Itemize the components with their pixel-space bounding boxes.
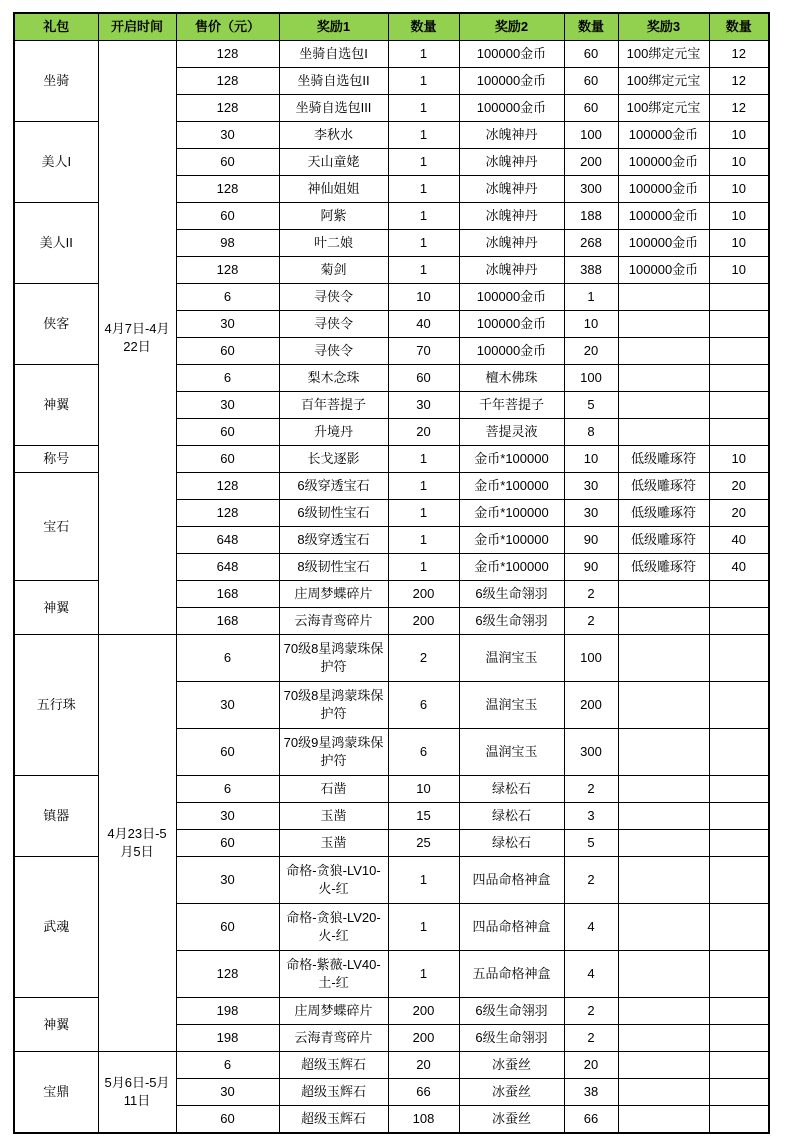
price-cell: 128	[176, 951, 279, 998]
reward1-cell: 命格-贪狼-LV10-火-红	[279, 857, 388, 904]
price-cell: 6	[176, 284, 279, 311]
qty3-cell	[709, 284, 769, 311]
pack-name-cell: 美人I	[14, 122, 98, 203]
column-header-0: 礼包	[14, 13, 98, 41]
pack-name-cell: 镇器	[14, 776, 98, 857]
reward3-cell: 100000金币	[618, 176, 709, 203]
price-cell: 30	[176, 311, 279, 338]
column-header-6: 数量	[564, 13, 618, 41]
reward2-cell: 金币*100000	[459, 473, 564, 500]
reward2-cell: 檀木佛珠	[459, 365, 564, 392]
reward1-cell: 云海青鸾碎片	[279, 608, 388, 635]
qty1-cell: 30	[388, 392, 459, 419]
price-cell: 30	[176, 122, 279, 149]
qty2-cell: 90	[564, 554, 618, 581]
reward3-cell	[618, 857, 709, 904]
qty2-cell: 10	[564, 446, 618, 473]
qty3-cell	[709, 776, 769, 803]
price-cell: 30	[176, 803, 279, 830]
price-cell: 60	[176, 904, 279, 951]
price-cell: 6	[176, 1052, 279, 1079]
qty3-cell: 10	[709, 176, 769, 203]
qty2-cell: 100	[564, 122, 618, 149]
reward3-cell	[618, 904, 709, 951]
reward2-cell: 绿松石	[459, 776, 564, 803]
price-cell: 60	[176, 203, 279, 230]
reward3-cell	[618, 803, 709, 830]
reward3-cell	[618, 1079, 709, 1106]
qty1-cell: 1	[388, 446, 459, 473]
qty3-cell	[709, 608, 769, 635]
qty1-cell: 40	[388, 311, 459, 338]
qty2-cell: 10	[564, 311, 618, 338]
price-cell: 128	[176, 41, 279, 68]
reward1-cell: 神仙姐姐	[279, 176, 388, 203]
pack-name-cell: 神翼	[14, 581, 98, 635]
qty2-cell: 60	[564, 41, 618, 68]
qty1-cell: 1	[388, 203, 459, 230]
reward3-cell	[618, 830, 709, 857]
reward2-cell: 千年菩提子	[459, 392, 564, 419]
reward2-cell: 金币*100000	[459, 527, 564, 554]
reward1-cell: 超级玉辉石	[279, 1052, 388, 1079]
qty1-cell: 108	[388, 1106, 459, 1133]
reward2-cell: 6级生命翎羽	[459, 581, 564, 608]
reward1-cell: 阿紫	[279, 203, 388, 230]
qty1-cell: 1	[388, 554, 459, 581]
qty2-cell: 300	[564, 729, 618, 776]
qty3-cell	[709, 729, 769, 776]
price-cell: 128	[176, 68, 279, 95]
reward1-cell: 长戈逐影	[279, 446, 388, 473]
reward2-cell: 金币*100000	[459, 554, 564, 581]
price-cell: 128	[176, 257, 279, 284]
reward3-cell	[618, 338, 709, 365]
qty3-cell: 12	[709, 41, 769, 68]
reward1-cell: 玉凿	[279, 830, 388, 857]
reward1-cell: 超级玉辉石	[279, 1079, 388, 1106]
reward1-cell: 寻侠令	[279, 284, 388, 311]
reward3-cell	[618, 284, 709, 311]
reward1-cell: 坐骑自选包I	[279, 41, 388, 68]
price-cell: 168	[176, 581, 279, 608]
qty3-cell: 10	[709, 122, 769, 149]
open-time-cell: 4月23日-5月5日	[98, 635, 176, 1052]
qty3-cell: 20	[709, 473, 769, 500]
qty2-cell: 4	[564, 951, 618, 998]
qty3-cell	[709, 338, 769, 365]
qty1-cell: 200	[388, 581, 459, 608]
qty2-cell: 30	[564, 473, 618, 500]
reward3-cell: 100绑定元宝	[618, 41, 709, 68]
qty1-cell: 1	[388, 149, 459, 176]
reward2-cell: 冰魄神丹	[459, 257, 564, 284]
reward1-cell: 梨木念珠	[279, 365, 388, 392]
qty2-cell: 5	[564, 830, 618, 857]
qty3-cell: 40	[709, 554, 769, 581]
reward1-cell: 寻侠令	[279, 311, 388, 338]
open-time-cell: 5月6日-5月11日	[98, 1052, 176, 1133]
reward3-cell	[618, 1025, 709, 1052]
reward1-cell: 百年菩提子	[279, 392, 388, 419]
price-cell: 60	[176, 446, 279, 473]
reward2-cell: 冰魄神丹	[459, 230, 564, 257]
reward2-cell: 绿松石	[459, 830, 564, 857]
qty3-cell: 10	[709, 149, 769, 176]
reward3-cell: 100000金币	[618, 203, 709, 230]
qty3-cell: 10	[709, 257, 769, 284]
reward2-cell: 100000金币	[459, 41, 564, 68]
reward2-cell: 绿松石	[459, 803, 564, 830]
reward2-cell: 冰蚕丝	[459, 1079, 564, 1106]
reward3-cell: 100000金币	[618, 257, 709, 284]
reward1-cell: 天山童姥	[279, 149, 388, 176]
reward2-cell: 金币*100000	[459, 500, 564, 527]
qty3-cell: 12	[709, 68, 769, 95]
qty2-cell: 3	[564, 803, 618, 830]
reward3-cell	[618, 365, 709, 392]
qty3-cell	[709, 951, 769, 998]
reward3-cell	[618, 729, 709, 776]
price-cell: 648	[176, 554, 279, 581]
reward1-cell: 玉凿	[279, 803, 388, 830]
qty2-cell: 2	[564, 857, 618, 904]
price-cell: 60	[176, 338, 279, 365]
qty2-cell: 300	[564, 176, 618, 203]
reward3-cell	[618, 682, 709, 729]
qty2-cell: 38	[564, 1079, 618, 1106]
price-cell: 198	[176, 998, 279, 1025]
reward3-cell: 100000金币	[618, 149, 709, 176]
price-cell: 6	[176, 776, 279, 803]
qty2-cell: 2	[564, 776, 618, 803]
qty3-cell	[709, 1052, 769, 1079]
reward2-cell: 100000金币	[459, 95, 564, 122]
qty2-cell: 2	[564, 581, 618, 608]
qty3-cell	[709, 581, 769, 608]
qty3-cell: 10	[709, 446, 769, 473]
qty1-cell: 1	[388, 230, 459, 257]
price-cell: 128	[176, 473, 279, 500]
reward2-cell: 100000金币	[459, 284, 564, 311]
reward1-cell: 6级穿透宝石	[279, 473, 388, 500]
open-time-cell: 4月7日-4月22日	[98, 41, 176, 635]
pack-name-cell: 美人II	[14, 203, 98, 284]
reward2-cell: 五品命格神盒	[459, 951, 564, 998]
reward1-cell: 叶二娘	[279, 230, 388, 257]
qty3-cell: 10	[709, 230, 769, 257]
reward1-cell: 70级9星鸿蒙珠保护符	[279, 729, 388, 776]
qty1-cell: 66	[388, 1079, 459, 1106]
qty1-cell: 10	[388, 284, 459, 311]
qty1-cell: 20	[388, 419, 459, 446]
qty2-cell: 388	[564, 257, 618, 284]
qty3-cell: 40	[709, 527, 769, 554]
qty1-cell: 1	[388, 527, 459, 554]
reward2-cell: 6级生命翎羽	[459, 608, 564, 635]
reward3-cell	[618, 1106, 709, 1133]
reward1-cell: 石凿	[279, 776, 388, 803]
reward2-cell: 100000金币	[459, 68, 564, 95]
qty1-cell: 15	[388, 803, 459, 830]
price-cell: 198	[176, 1025, 279, 1052]
column-header-7: 奖励3	[618, 13, 709, 41]
reward1-cell: 8级韧性宝石	[279, 554, 388, 581]
qty1-cell: 1	[388, 95, 459, 122]
price-cell: 30	[176, 682, 279, 729]
reward1-cell: 超级玉辉石	[279, 1106, 388, 1133]
reward3-cell	[618, 1052, 709, 1079]
reward1-cell: 命格-紫薇-LV40-土-红	[279, 951, 388, 998]
reward3-cell	[618, 419, 709, 446]
qty3-cell	[709, 1025, 769, 1052]
reward3-cell: 低级雕琢符	[618, 554, 709, 581]
qty2-cell: 268	[564, 230, 618, 257]
reward1-cell: 寻侠令	[279, 338, 388, 365]
reward3-cell	[618, 608, 709, 635]
qty2-cell: 4	[564, 904, 618, 951]
reward2-cell: 冰魄神丹	[459, 176, 564, 203]
reward1-cell: 命格-贪狼-LV20-火-红	[279, 904, 388, 951]
qty3-cell	[709, 1106, 769, 1133]
table-row	[14, 1052, 769, 1079]
qty1-cell: 1	[388, 68, 459, 95]
reward2-cell: 四品命格神盒	[459, 857, 564, 904]
reward2-cell: 金币*100000	[459, 446, 564, 473]
reward2-cell: 100000金币	[459, 311, 564, 338]
reward3-cell: 低级雕琢符	[618, 500, 709, 527]
price-cell: 98	[176, 230, 279, 257]
qty1-cell: 25	[388, 830, 459, 857]
price-cell: 128	[176, 176, 279, 203]
reward2-cell: 菩提灵液	[459, 419, 564, 446]
qty2-cell: 66	[564, 1106, 618, 1133]
qty2-cell: 20	[564, 338, 618, 365]
qty2-cell: 100	[564, 365, 618, 392]
price-cell: 60	[176, 419, 279, 446]
qty2-cell: 2	[564, 998, 618, 1025]
reward3-cell: 100绑定元宝	[618, 95, 709, 122]
reward3-cell	[618, 951, 709, 998]
qty3-cell	[709, 857, 769, 904]
qty1-cell: 1	[388, 257, 459, 284]
price-cell: 60	[176, 729, 279, 776]
reward3-cell	[618, 998, 709, 1025]
price-cell: 128	[176, 95, 279, 122]
price-cell: 60	[176, 830, 279, 857]
pack-name-cell: 坐骑	[14, 41, 98, 122]
qty2-cell: 2	[564, 608, 618, 635]
reward1-cell: 70级8星鸿蒙珠保护符	[279, 682, 388, 729]
qty3-cell	[709, 392, 769, 419]
reward1-cell: 坐骑自选包III	[279, 95, 388, 122]
qty3-cell	[709, 1079, 769, 1106]
table-row	[14, 41, 769, 68]
column-header-8: 数量	[709, 13, 769, 41]
price-cell: 30	[176, 857, 279, 904]
qty1-cell: 1	[388, 500, 459, 527]
reward2-cell: 温润宝玉	[459, 682, 564, 729]
qty3-cell	[709, 803, 769, 830]
reward3-cell: 低级雕琢符	[618, 473, 709, 500]
qty1-cell: 1	[388, 857, 459, 904]
reward2-cell: 冰魄神丹	[459, 149, 564, 176]
qty2-cell: 8	[564, 419, 618, 446]
qty1-cell: 1	[388, 176, 459, 203]
gift-pack-table	[13, 12, 770, 1134]
reward2-cell: 温润宝玉	[459, 635, 564, 682]
pack-name-cell: 神翼	[14, 365, 98, 446]
reward1-cell: 升境丹	[279, 419, 388, 446]
qty3-cell	[709, 682, 769, 729]
qty2-cell: 188	[564, 203, 618, 230]
column-header-3: 奖励1	[279, 13, 388, 41]
reward3-cell	[618, 581, 709, 608]
header-row	[14, 13, 769, 41]
price-cell: 30	[176, 1079, 279, 1106]
column-header-5: 奖励2	[459, 13, 564, 41]
qty3-cell: 12	[709, 95, 769, 122]
reward3-cell: 100000金币	[618, 122, 709, 149]
qty2-cell: 2	[564, 1025, 618, 1052]
qty1-cell: 1	[388, 951, 459, 998]
qty3-cell: 20	[709, 500, 769, 527]
price-cell: 60	[176, 1106, 279, 1133]
reward2-cell: 冰蚕丝	[459, 1052, 564, 1079]
qty1-cell: 70	[388, 338, 459, 365]
price-cell: 6	[176, 635, 279, 682]
reward3-cell	[618, 635, 709, 682]
qty1-cell: 2	[388, 635, 459, 682]
pack-name-cell: 宝鼎	[14, 1052, 98, 1133]
qty3-cell	[709, 635, 769, 682]
qty2-cell: 30	[564, 500, 618, 527]
reward3-cell: 100绑定元宝	[618, 68, 709, 95]
reward1-cell: 坐骑自选包II	[279, 68, 388, 95]
reward3-cell	[618, 311, 709, 338]
reward2-cell: 6级生命翎羽	[459, 998, 564, 1025]
qty3-cell	[709, 998, 769, 1025]
qty2-cell: 60	[564, 68, 618, 95]
qty2-cell: 100	[564, 635, 618, 682]
pack-name-cell: 宝石	[14, 473, 98, 581]
reward3-cell: 100000金币	[618, 230, 709, 257]
qty1-cell: 200	[388, 1025, 459, 1052]
price-cell: 128	[176, 500, 279, 527]
qty1-cell: 1	[388, 904, 459, 951]
qty2-cell: 200	[564, 149, 618, 176]
reward1-cell: 70级8星鸿蒙珠保护符	[279, 635, 388, 682]
reward2-cell: 冰蚕丝	[459, 1106, 564, 1133]
qty1-cell: 6	[388, 729, 459, 776]
qty1-cell: 6	[388, 682, 459, 729]
reward2-cell: 6级生命翎羽	[459, 1025, 564, 1052]
reward3-cell: 低级雕琢符	[618, 446, 709, 473]
reward1-cell: 8级穿透宝石	[279, 527, 388, 554]
qty2-cell: 200	[564, 682, 618, 729]
qty1-cell: 1	[388, 473, 459, 500]
reward2-cell: 冰魄神丹	[459, 122, 564, 149]
price-cell: 60	[176, 149, 279, 176]
qty2-cell: 20	[564, 1052, 618, 1079]
pack-name-cell: 神翼	[14, 998, 98, 1052]
qty3-cell	[709, 904, 769, 951]
reward3-cell	[618, 392, 709, 419]
qty2-cell: 90	[564, 527, 618, 554]
reward1-cell: 云海青鸾碎片	[279, 1025, 388, 1052]
reward1-cell: 菊剑	[279, 257, 388, 284]
qty3-cell	[709, 419, 769, 446]
price-cell: 168	[176, 608, 279, 635]
column-header-4: 数量	[388, 13, 459, 41]
price-cell: 6	[176, 365, 279, 392]
reward1-cell: 李秋水	[279, 122, 388, 149]
qty1-cell: 1	[388, 122, 459, 149]
qty2-cell: 1	[564, 284, 618, 311]
pack-name-cell: 称号	[14, 446, 98, 473]
table-row	[14, 635, 769, 682]
qty3-cell	[709, 311, 769, 338]
qty2-cell: 5	[564, 392, 618, 419]
price-cell: 30	[176, 392, 279, 419]
column-header-1: 开启时间	[98, 13, 176, 41]
pack-name-cell: 侠客	[14, 284, 98, 365]
reward2-cell: 温润宝玉	[459, 729, 564, 776]
qty1-cell: 200	[388, 998, 459, 1025]
pack-name-cell: 五行珠	[14, 635, 98, 776]
reward3-cell: 低级雕琢符	[618, 527, 709, 554]
reward1-cell: 庄周梦蝶碎片	[279, 581, 388, 608]
qty1-cell: 20	[388, 1052, 459, 1079]
qty1-cell: 10	[388, 776, 459, 803]
qty1-cell: 1	[388, 41, 459, 68]
qty3-cell	[709, 830, 769, 857]
qty1-cell: 60	[388, 365, 459, 392]
qty3-cell: 10	[709, 203, 769, 230]
qty2-cell: 60	[564, 95, 618, 122]
reward3-cell	[618, 776, 709, 803]
reward2-cell: 冰魄神丹	[459, 203, 564, 230]
pack-name-cell: 武魂	[14, 857, 98, 998]
reward2-cell: 四品命格神盒	[459, 904, 564, 951]
reward1-cell: 6级韧性宝石	[279, 500, 388, 527]
reward1-cell: 庄周梦蝶碎片	[279, 998, 388, 1025]
qty3-cell	[709, 365, 769, 392]
column-header-2: 售价（元）	[176, 13, 279, 41]
reward2-cell: 100000金币	[459, 338, 564, 365]
price-cell: 648	[176, 527, 279, 554]
qty1-cell: 200	[388, 608, 459, 635]
